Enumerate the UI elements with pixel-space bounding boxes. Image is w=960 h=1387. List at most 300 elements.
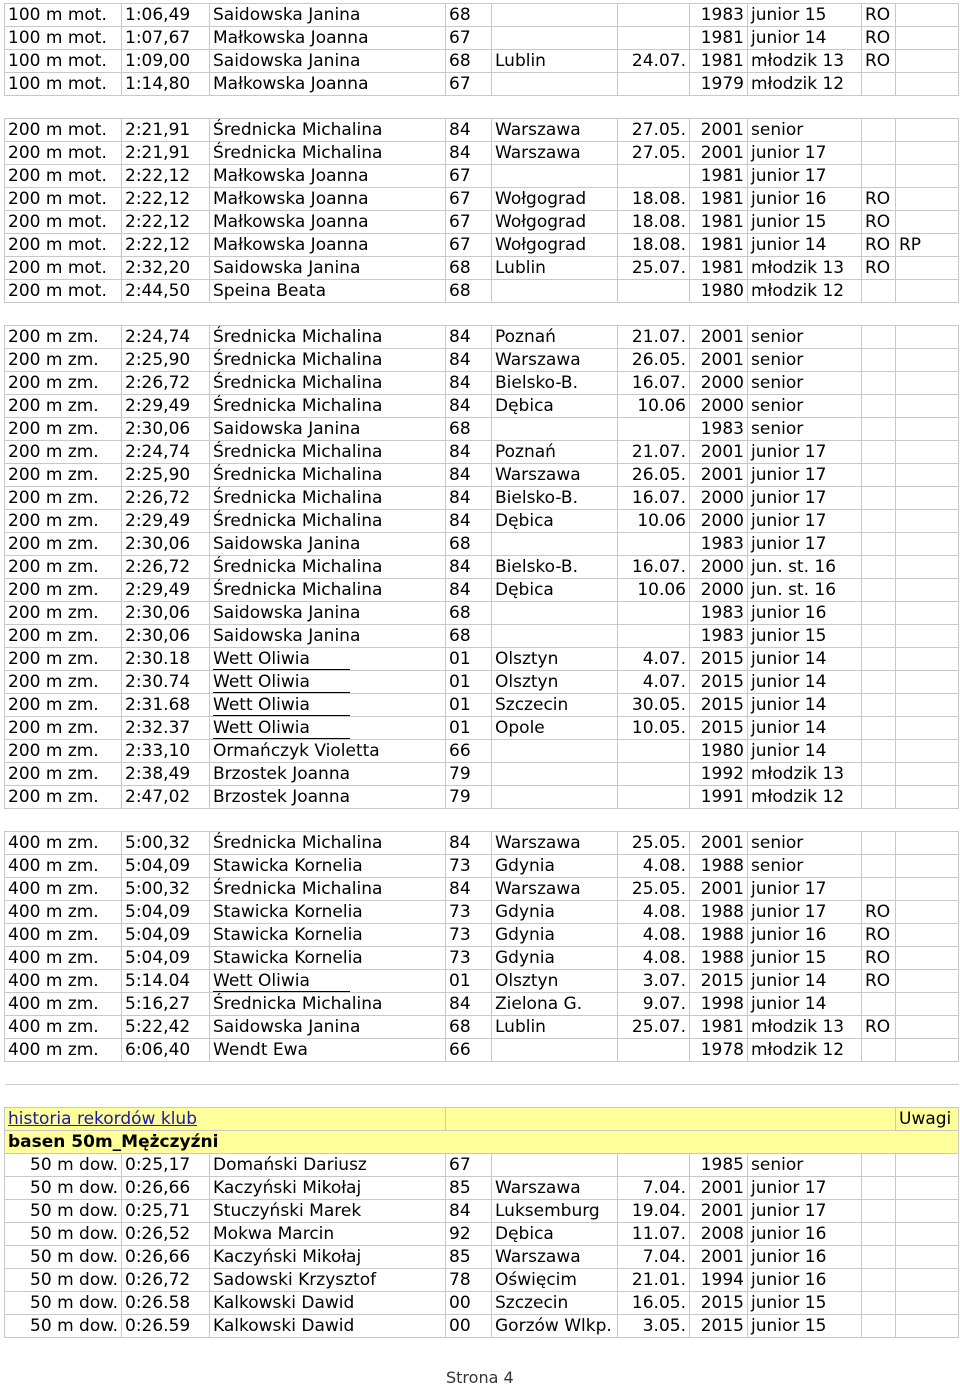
cell-date: 16.05. (618, 1292, 690, 1315)
cell-record-type (862, 1200, 896, 1223)
cell-birth-year: 66 (446, 740, 492, 763)
cell-year: 1981 (690, 165, 748, 188)
cell-event: 200 m mot. (5, 257, 122, 280)
cell-athlete: Saidowska Janina (210, 1016, 446, 1039)
cell-time: 2:25,90 (122, 349, 210, 372)
cell-note (896, 855, 959, 878)
cell-note (896, 832, 959, 855)
cell-record-type: RO (862, 970, 896, 993)
cell-year: 1979 (690, 73, 748, 96)
cell-year: 1983 (690, 4, 748, 27)
cell-time: 5:16,27 (122, 993, 210, 1016)
cell-birth-year: 84 (446, 487, 492, 510)
cell-location (492, 786, 618, 809)
table-row (5, 556, 959, 579)
cell-birth-year: 68 (446, 533, 492, 556)
cell-category: senior (748, 372, 862, 395)
cell-date: 4.08. (618, 924, 690, 947)
cell-year: 1998 (690, 993, 748, 1016)
cell-athlete: Saidowska Janina (210, 418, 446, 441)
cell-record-type (862, 671, 896, 694)
athlete-name-underlined: Wett Oliwia (213, 649, 350, 671)
cell-time: 2:44,50 (122, 280, 210, 303)
cell-location (492, 4, 618, 27)
section-spacer (5, 303, 959, 326)
cell-record-type (862, 763, 896, 786)
cell-note (896, 763, 959, 786)
cell-event: 200 m mot. (5, 211, 122, 234)
cell-date (618, 763, 690, 786)
cell-birth-year: 84 (446, 878, 492, 901)
cell-note (896, 878, 959, 901)
cell-event: 400 m zm. (5, 901, 122, 924)
cell-note (896, 947, 959, 970)
cell-record-type (862, 1039, 896, 1062)
cell-date: 10.06 (618, 395, 690, 418)
table-row (5, 349, 959, 372)
cell-record-type: RO (862, 901, 896, 924)
table-row (5, 142, 959, 165)
cell-record-type: RO (862, 4, 896, 27)
cell-location: Gorzów Wlkp. (492, 1315, 618, 1338)
cell-time: 2:26,72 (122, 556, 210, 579)
cell-location: Gdynia (492, 855, 618, 878)
cell-year: 2001 (690, 326, 748, 349)
cell-note (896, 487, 959, 510)
cell-date: 10.05. (618, 717, 690, 740)
cell-location: Dębica (492, 510, 618, 533)
cell-event: 100 m mot. (5, 50, 122, 73)
table-row (5, 1039, 959, 1062)
athlete-name-underlined: Wett Oliwia (213, 695, 350, 717)
table-row (5, 786, 959, 809)
cell-note (896, 372, 959, 395)
cell-time: 1:09,00 (122, 50, 210, 73)
cell-event: 200 m mot. (5, 188, 122, 211)
cell-year: 2001 (690, 441, 748, 464)
cell-birth-year: 67 (446, 234, 492, 257)
cell-event: 400 m zm. (5, 924, 122, 947)
cell-time: 5:04,09 (122, 901, 210, 924)
cell-athlete: Kalkowski Dawid (210, 1292, 446, 1315)
cell-note (896, 119, 959, 142)
cell-time: 2:47,02 (122, 786, 210, 809)
cell-record-type (862, 326, 896, 349)
cell-date: 26.05. (618, 349, 690, 372)
cell-date: 27.05. (618, 119, 690, 142)
table-row (5, 372, 959, 395)
cell-time: 2:32,20 (122, 257, 210, 280)
table-row (5, 326, 959, 349)
cell-location: Wołgograd (492, 188, 618, 211)
cell-note (896, 73, 959, 96)
cell-category: senior (748, 1154, 862, 1177)
cell-date: 4.08. (618, 947, 690, 970)
cell-athlete: Saidowska Janina (210, 602, 446, 625)
cell-birth-year: 68 (446, 418, 492, 441)
cell-date: 18.08. (618, 234, 690, 257)
cell-event: 200 m zm. (5, 487, 122, 510)
cell-time: 2:30,06 (122, 533, 210, 556)
cell-time: 1:14,80 (122, 73, 210, 96)
cell-location (492, 625, 618, 648)
cell-date: 30.05. (618, 694, 690, 717)
cell-note (896, 1016, 959, 1039)
cell-date: 26.05. (618, 464, 690, 487)
cell-athlete (210, 671, 446, 694)
cell-birth-year: 68 (446, 280, 492, 303)
cell-event: 400 m zm. (5, 947, 122, 970)
table-row (5, 832, 959, 855)
cell-athlete: Małkowska Joanna (210, 188, 446, 211)
cell-date: 3.05. (618, 1315, 690, 1338)
cell-category: junior 17 (748, 165, 862, 188)
cell-event: 200 m zm. (5, 349, 122, 372)
cell-note (896, 326, 959, 349)
cell-category: junior 16 (748, 1246, 862, 1269)
cell-record-type (862, 1246, 896, 1269)
cell-event: 200 m mot. (5, 119, 122, 142)
cell-category: junior 14 (748, 694, 862, 717)
cell-birth-year: 67 (446, 27, 492, 50)
cell-record-type (862, 372, 896, 395)
cell-athlete: Saidowska Janina (210, 50, 446, 73)
cell-record-type: RO (862, 257, 896, 280)
cell-note (896, 1269, 959, 1292)
cell-record-type (862, 418, 896, 441)
cell-year: 1991 (690, 786, 748, 809)
cell-note (896, 1246, 959, 1269)
cell-event: 200 m mot. (5, 234, 122, 257)
cell-birth-year: 68 (446, 602, 492, 625)
cell-note (896, 786, 959, 809)
cell-record-type (862, 533, 896, 556)
cell-record-type: RO (862, 924, 896, 947)
cell-category: senior (748, 119, 862, 142)
cell-year: 2001 (690, 878, 748, 901)
cell-date (618, 4, 690, 27)
cell-location (492, 602, 618, 625)
cell-location (492, 165, 618, 188)
cell-birth-year: 84 (446, 395, 492, 418)
cell-year: 2001 (690, 1246, 748, 1269)
cell-year: 1981 (690, 27, 748, 50)
section-spacer (5, 1085, 959, 1108)
cell-time: 2:22,12 (122, 188, 210, 211)
cell-category: młodzik 12 (748, 280, 862, 303)
cell-category: junior 14 (748, 970, 862, 993)
cell-year: 1988 (690, 855, 748, 878)
cell-category: junior 17 (748, 142, 862, 165)
cell-birth-year: 01 (446, 717, 492, 740)
cell-location (492, 418, 618, 441)
cell-athlete: Stawicka Kornelia (210, 924, 446, 947)
table-row (5, 73, 959, 96)
cell-event: 200 m zm. (5, 648, 122, 671)
cell-category: junior 14 (748, 993, 862, 1016)
cell-location: Bielsko-B. (492, 556, 618, 579)
cell-year: 1981 (690, 188, 748, 211)
cell-record-type (862, 556, 896, 579)
table-row (5, 510, 959, 533)
cell-date (618, 602, 690, 625)
cell-note (896, 533, 959, 556)
cell-note (896, 901, 959, 924)
cell-location: Zielona G. (492, 993, 618, 1016)
cell-location: Bielsko-B. (492, 487, 618, 510)
cell-time: 2:24,74 (122, 326, 210, 349)
cell-event: 400 m zm. (5, 855, 122, 878)
cell-date (618, 625, 690, 648)
cell-location (492, 73, 618, 96)
table-row (5, 717, 959, 740)
cell-time: 2:30,06 (122, 418, 210, 441)
cell-year: 2001 (690, 349, 748, 372)
cell-note (896, 4, 959, 27)
cell-location: Lublin (492, 257, 618, 280)
cell-category: junior 17 (748, 510, 862, 533)
cell-athlete: Średnicka Michalina (210, 326, 446, 349)
cell-date: 19.04. (618, 1200, 690, 1223)
cell-note (896, 924, 959, 947)
table-row (5, 257, 959, 280)
page-footer: Strona 4 (446, 1368, 514, 1387)
cell-athlete: Stawicka Kornelia (210, 901, 446, 924)
section-title[interactable]: historia rekordów klub (8, 1109, 197, 1129)
cell-time: 2:29,49 (122, 395, 210, 418)
cell-note (896, 579, 959, 602)
cell-record-type (862, 878, 896, 901)
cell-birth-year: 79 (446, 763, 492, 786)
table-row (5, 188, 959, 211)
cell-time: 0:25,71 (122, 1200, 210, 1223)
cell-time: 5:00,32 (122, 878, 210, 901)
cell-birth-year: 00 (446, 1292, 492, 1315)
cell-event: 400 m zm. (5, 1016, 122, 1039)
cell-date: 10.06 (618, 579, 690, 602)
cell-category: junior 16 (748, 924, 862, 947)
cell-location: Warszawa (492, 142, 618, 165)
cell-time: 2:24,74 (122, 441, 210, 464)
cell-event: 200 m zm. (5, 579, 122, 602)
cell-birth-year: 85 (446, 1177, 492, 1200)
cell-athlete: Średnicka Michalina (210, 119, 446, 142)
cell-birth-year: 84 (446, 579, 492, 602)
table-row (5, 487, 959, 510)
cell-birth-year: 01 (446, 694, 492, 717)
cell-record-type (862, 1177, 896, 1200)
cell-event: 50 m dow. (5, 1269, 122, 1292)
cell-birth-year: 84 (446, 510, 492, 533)
records-sheet (4, 3, 958, 1338)
cell-athlete (210, 970, 446, 993)
section-spacer (5, 96, 959, 119)
cell-category: młodzik 12 (748, 1039, 862, 1062)
table-row (5, 533, 959, 556)
cell-date: 18.08. (618, 188, 690, 211)
cell-event: 400 m zm. (5, 832, 122, 855)
cell-date: 25.07. (618, 1016, 690, 1039)
cell-event: 400 m zm. (5, 1039, 122, 1062)
cell-location (492, 280, 618, 303)
cell-time: 5:22,42 (122, 1016, 210, 1039)
cell-year: 2015 (690, 671, 748, 694)
cell-note (896, 1154, 959, 1177)
cell-athlete (210, 717, 446, 740)
table-row (5, 625, 959, 648)
cell-note (896, 1200, 959, 1223)
table-row (5, 1269, 959, 1292)
cell-time: 2:30,06 (122, 602, 210, 625)
cell-athlete: Stawicka Kornelia (210, 947, 446, 970)
cell-time: 0:26.58 (122, 1292, 210, 1315)
cell-athlete: Małkowska Joanna (210, 27, 446, 50)
cell-time: 2:30.74 (122, 671, 210, 694)
cell-category: junior 17 (748, 441, 862, 464)
cell-year: 1988 (690, 901, 748, 924)
cell-category: junior 15 (748, 1315, 862, 1338)
cell-athlete: Wendt Ewa (210, 1039, 446, 1062)
cell-date (618, 533, 690, 556)
cell-date: 4.08. (618, 855, 690, 878)
athlete-name-underlined: Wett Oliwia (213, 971, 350, 993)
cell-record-type (862, 73, 896, 96)
table-row (5, 878, 959, 901)
spacer-cell (5, 96, 959, 119)
cell-location: Dębica (492, 395, 618, 418)
cell-location: Lublin (492, 1016, 618, 1039)
cell-location: Gdynia (492, 901, 618, 924)
cell-birth-year: 67 (446, 211, 492, 234)
cell-time: 0:26,72 (122, 1269, 210, 1292)
cell-category: młodzik 12 (748, 73, 862, 96)
table-row (5, 1292, 959, 1315)
section-spacer (5, 809, 959, 832)
notes-header: Uwagi (896, 1108, 959, 1131)
table-row (5, 4, 959, 27)
cell-time: 5:14.04 (122, 970, 210, 993)
cell-category: junior 17 (748, 878, 862, 901)
cell-date: 27.05. (618, 142, 690, 165)
cell-note: RP (896, 234, 959, 257)
cell-note (896, 27, 959, 50)
cell-category: senior (748, 395, 862, 418)
athlete-name-underlined: Wett Oliwia (213, 718, 350, 740)
cell-date (618, 280, 690, 303)
table-row (5, 50, 959, 73)
cell-category: junior 14 (748, 671, 862, 694)
cell-record-type: RO (862, 27, 896, 50)
cell-year: 1983 (690, 602, 748, 625)
cell-location: Olsztyn (492, 648, 618, 671)
cell-category: senior (748, 326, 862, 349)
cell-note (896, 280, 959, 303)
cell-category: junior 14 (748, 234, 862, 257)
cell-category: senior (748, 349, 862, 372)
table-row (5, 234, 959, 257)
cell-event: 400 m zm. (5, 878, 122, 901)
cell-record-type (862, 993, 896, 1016)
cell-year: 1978 (690, 1039, 748, 1062)
cell-date: 7.04. (618, 1177, 690, 1200)
cell-event: 50 m dow. (5, 1200, 122, 1223)
table-row (5, 947, 959, 970)
cell-event: 200 m zm. (5, 326, 122, 349)
cell-record-type: RO (862, 211, 896, 234)
cell-date: 4.07. (618, 648, 690, 671)
cell-location: Oświęcim (492, 1269, 618, 1292)
cell-location: Warszawa (492, 349, 618, 372)
cell-date (618, 27, 690, 50)
cell-location: Gdynia (492, 924, 618, 947)
cell-athlete: Ormańczyk Violetta (210, 740, 446, 763)
spacer-cell (5, 1062, 959, 1085)
cell-athlete: Średnicka Michalina (210, 441, 446, 464)
cell-birth-year: 01 (446, 970, 492, 993)
section-title-link[interactable] (5, 1108, 446, 1131)
spacer-cell (5, 809, 959, 832)
cell-event: 200 m zm. (5, 464, 122, 487)
cell-note (896, 694, 959, 717)
cell-athlete: Mokwa Marcin (210, 1223, 446, 1246)
table-row (5, 740, 959, 763)
cell-category: junior 17 (748, 464, 862, 487)
cell-note (896, 970, 959, 993)
cell-category: junior 16 (748, 1269, 862, 1292)
records-table (4, 3, 959, 1338)
cell-date (618, 165, 690, 188)
cell-category: junior 15 (748, 947, 862, 970)
cell-note (896, 1315, 959, 1338)
cell-athlete: Średnicka Michalina (210, 395, 446, 418)
cell-date: 25.05. (618, 832, 690, 855)
cell-athlete: Małkowska Joanna (210, 73, 446, 96)
cell-event: 200 m zm. (5, 717, 122, 740)
cell-location: Szczecin (492, 694, 618, 717)
cell-category: junior 17 (748, 1200, 862, 1223)
cell-birth-year: 73 (446, 924, 492, 947)
cell-athlete: Kaczyński Mikołaj (210, 1177, 446, 1200)
cell-time: 5:04,09 (122, 947, 210, 970)
cell-athlete: Średnicka Michalina (210, 510, 446, 533)
cell-event: 200 m zm. (5, 625, 122, 648)
cell-year: 2001 (690, 1200, 748, 1223)
cell-record-type (862, 142, 896, 165)
cell-year: 1981 (690, 234, 748, 257)
cell-event: 100 m mot. (5, 27, 122, 50)
cell-date (618, 418, 690, 441)
cell-category: junior 15 (748, 211, 862, 234)
cell-date: 25.07. (618, 257, 690, 280)
cell-record-type (862, 855, 896, 878)
cell-note (896, 556, 959, 579)
cell-time: 1:07,67 (122, 27, 210, 50)
cell-birth-year: 79 (446, 786, 492, 809)
table-row (5, 1223, 959, 1246)
cell-birth-year: 67 (446, 165, 492, 188)
table-row (5, 1200, 959, 1223)
cell-athlete: Saidowska Janina (210, 625, 446, 648)
cell-date: 21.07. (618, 326, 690, 349)
table-row (5, 165, 959, 188)
cell-note (896, 1039, 959, 1062)
cell-category: junior 15 (748, 4, 862, 27)
cell-category: junior 15 (748, 1292, 862, 1315)
cell-time: 5:00,32 (122, 832, 210, 855)
cell-category: senior (748, 832, 862, 855)
table-row (5, 648, 959, 671)
cell-year: 2008 (690, 1223, 748, 1246)
